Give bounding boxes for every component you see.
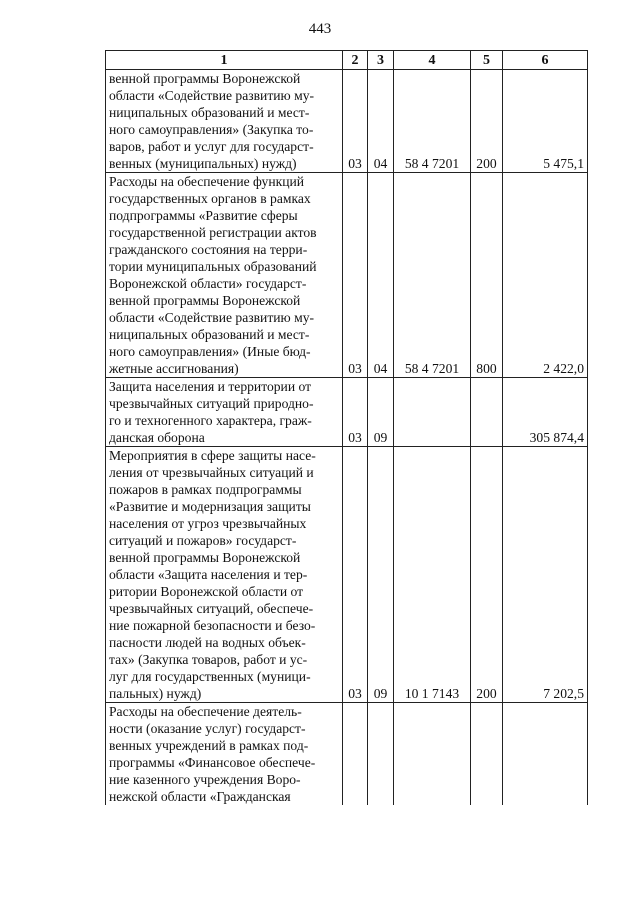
table-row — [106, 70, 588, 173]
target-article-code: 58 4 7201 — [394, 173, 471, 378]
subsection-code — [368, 703, 394, 806]
description-line: ности (оказание услуг) государст- — [109, 721, 306, 736]
description-line: пожаров в рамках подпрограммы — [109, 482, 302, 497]
target-article-code — [394, 378, 471, 447]
expense-type-code: 200 — [471, 447, 503, 703]
amount — [503, 703, 588, 806]
description-line: чрезвычайных ситуаций природно- — [109, 396, 314, 411]
description-line: гражданского состояния на терри- — [109, 242, 308, 257]
table-row — [106, 173, 588, 378]
expense-type-code: 200 — [471, 70, 503, 173]
col-header-1: 1 — [106, 51, 343, 70]
description-line: области «Содействие развитию му- — [109, 88, 315, 103]
description-line: Воронежской области» государст- — [109, 276, 307, 291]
description-line: подпрограммы «Развитие сферы — [109, 208, 298, 223]
col-header-4: 4 — [394, 51, 471, 70]
description-line: тории муниципальных образований — [109, 259, 317, 274]
row-description — [106, 378, 343, 447]
description-line: Расходы на обеспечение деятель- — [109, 704, 302, 719]
amount: 2 422,0 — [503, 173, 588, 378]
description-line: программы «Финансовое обеспече- — [109, 755, 316, 770]
description-line: го и техногенного характера, граж- — [109, 413, 312, 428]
description-line: данская оборона — [109, 430, 205, 445]
description-line: луг для государственных (муници- — [109, 669, 311, 684]
description-line: венных (муниципальных) нужд) — [109, 156, 297, 171]
target-article-code: 58 4 7201 — [394, 70, 471, 173]
table-header-row — [106, 51, 588, 70]
col-header-6: 6 — [503, 51, 588, 70]
description-line: пасности людей на водных объек- — [109, 635, 306, 650]
description-line: Мероприятия в сфере защиты насе- — [109, 448, 316, 463]
description-line: «Развитие и модернизация защиты — [109, 499, 311, 514]
subsection-code: 04 — [368, 173, 394, 378]
expense-type-code — [471, 378, 503, 447]
col-header-2: 2 — [343, 51, 368, 70]
row-description — [106, 173, 343, 378]
amount: 7 202,5 — [503, 447, 588, 703]
section-code: 03 — [343, 173, 368, 378]
section-code: 03 — [343, 447, 368, 703]
description-line: ритории Воронежской области от — [109, 584, 304, 599]
description-line: тах» (Закупка товаров, работ и ус- — [109, 652, 308, 667]
description-line: ниципальных образований и мест- — [109, 327, 310, 342]
table-row — [106, 447, 588, 703]
description-line: ние казенного учреждения Воро- — [109, 772, 301, 787]
description-line: Защита населения и территории от — [109, 379, 312, 394]
section-code — [343, 703, 368, 806]
description-line: пальных) нужд) — [109, 686, 202, 701]
expense-type-code: 800 — [471, 173, 503, 378]
description-line: варов, работ и услуг для государст- — [109, 139, 314, 154]
amount: 305 874,4 — [503, 378, 588, 447]
table-row — [106, 378, 588, 447]
row-description — [106, 70, 343, 173]
target-article-code — [394, 703, 471, 806]
subsection-code: 09 — [368, 447, 394, 703]
target-article-code: 10 1 7143 — [394, 447, 471, 703]
page-number: 443 — [308, 21, 332, 37]
row-description — [106, 447, 343, 703]
expense-type-code — [471, 703, 503, 806]
table-row — [106, 703, 588, 806]
col-header-5: 5 — [471, 51, 503, 70]
description-line: чрезвычайных ситуаций, обеспече- — [109, 601, 314, 616]
description-line: венной программы Воронежской — [109, 550, 301, 565]
description-line: государственной регистрации актов — [109, 225, 317, 240]
description-line: государственных органов в рамках — [109, 191, 311, 206]
description-line: ситуаций и пожаров» государст- — [109, 533, 297, 548]
description-line: жетные ассигнования) — [109, 361, 239, 376]
row-description — [106, 703, 343, 806]
description-line: венной программы Воронежской — [109, 293, 301, 308]
description-line: области «Защита населения и тер- — [109, 567, 308, 582]
description-line: ние пожарной безопасности и безо- — [109, 618, 316, 633]
section-code: 03 — [343, 70, 368, 173]
amount: 5 475,1 — [503, 70, 588, 173]
subsection-code: 04 — [368, 70, 394, 173]
section-code: 03 — [343, 378, 368, 447]
budget-table — [105, 50, 588, 805]
col-header-3: 3 — [368, 51, 394, 70]
description-line: ления от чрезвычайных ситуаций и — [109, 465, 314, 480]
description-line: области «Содействие развитию му- — [109, 310, 315, 325]
description-line: нежской области «Гражданская — [109, 789, 291, 804]
description-line: населения от угроз чрезвычайных — [109, 516, 307, 531]
description-line: ного самоуправления» (Иные бюд- — [109, 344, 311, 359]
description-line: венной программы Воронежской — [109, 71, 301, 86]
description-line: венных учреждений в рамках под- — [109, 738, 309, 753]
description-line: Расходы на обеспечение функций — [109, 174, 305, 189]
description-line: ниципальных образований и мест- — [109, 105, 310, 120]
description-line: ного самоуправления» (Закупка то- — [109, 122, 314, 137]
subsection-code: 09 — [368, 378, 394, 447]
